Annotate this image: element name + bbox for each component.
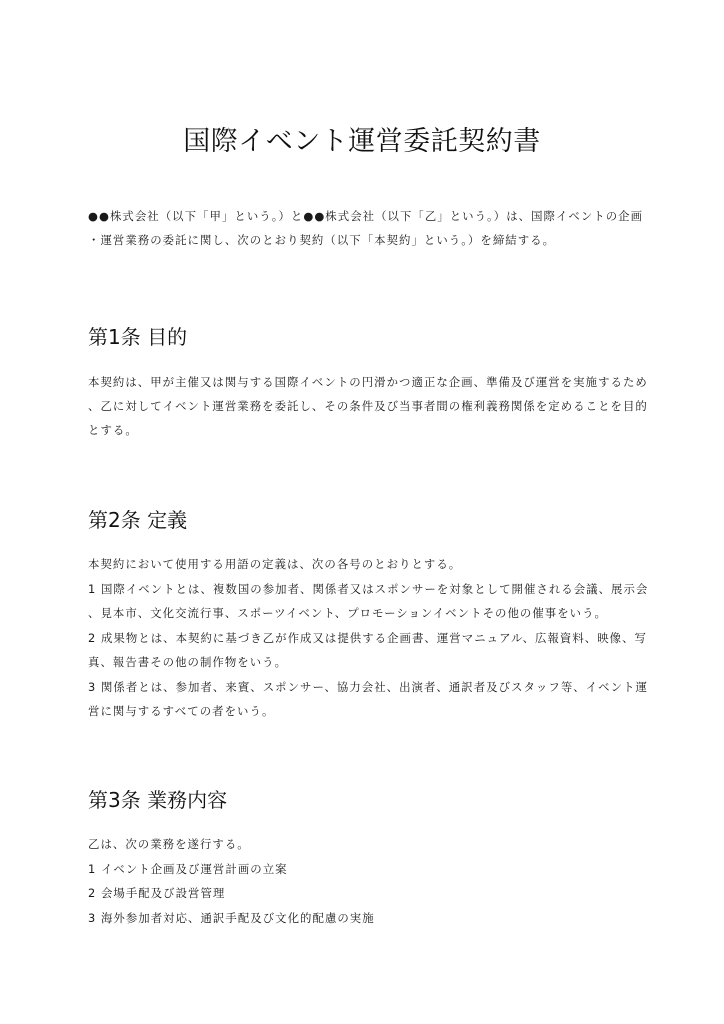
article-1-line: 、乙に対してイベント運営業務を委託し、その条件及び当事者間の権利義務関係を定めることを目的 <box>88 399 648 413</box>
article-2-line: 営に関与するすべての者をいう。 <box>88 704 275 718</box>
article-3-line: 3 海外参加者対応、通訳手配及び文化的配慮の実施 <box>88 910 375 925</box>
preamble <box>88 204 648 252</box>
article-1-line: とする。 <box>88 423 138 437</box>
preamble-line: ●●株式会社（以下「甲」という。）と●●株式会社（以下「乙」という。）は、国際イベントの企画 <box>88 209 644 223</box>
article-1-body <box>88 370 648 442</box>
article-2-line: 2 成果物とは、本契約に基づき乙が作成又は提供する企画書、運営マニュアル、広報資料、映像、写 <box>88 630 647 645</box>
article-2-line: 1 国際イベントとは、複数国の参加者、関係者又はスポンサーを対象として開催される会議、展示会 <box>88 581 649 596</box>
article-3-line: 2 会場手配及び設営管理 <box>88 886 226 900</box>
article-2-line: 3 関係者とは、参加者、来賓、スポンサー、協力会社、出演者、通訳者及びスタッフ等、イベント運 <box>88 679 648 694</box>
article-3-heading: 第3条 業務内容 <box>88 788 228 812</box>
article-1-heading: 第1条 目的 <box>88 325 188 349</box>
article-3-line: 1 イベント企画及び運営計画の立案 <box>88 861 288 876</box>
preamble-line: ・運営業務の委託に関し、次のとおり契約（以下「本契約」という。）を締結する。 <box>88 233 556 247</box>
article-1-line: 本契約は、甲が主催又は関与する国際イベントの円滑かつ適正な企画、準備及び運営を実施するため <box>88 375 648 389</box>
article-2-line: 真、報告書その他の制作物をいう。 <box>88 655 288 669</box>
article-2-line: 、見本市、文化交流行事、スポーツイベント、プロモーションイベントその他の催事をいう。 <box>88 606 607 620</box>
article-3-body <box>88 832 648 930</box>
article-2-heading: 第2条 定義 <box>88 508 188 532</box>
article-2-line: 本契約において使用する用語の定義は、次の各号のとおりとする。 <box>88 557 462 571</box>
article-3-line: 乙は、次の業務を遂行する。 <box>88 837 250 851</box>
article-2-body <box>88 552 648 724</box>
document-title: 国際イベント運営委託契約書 <box>183 126 541 157</box>
